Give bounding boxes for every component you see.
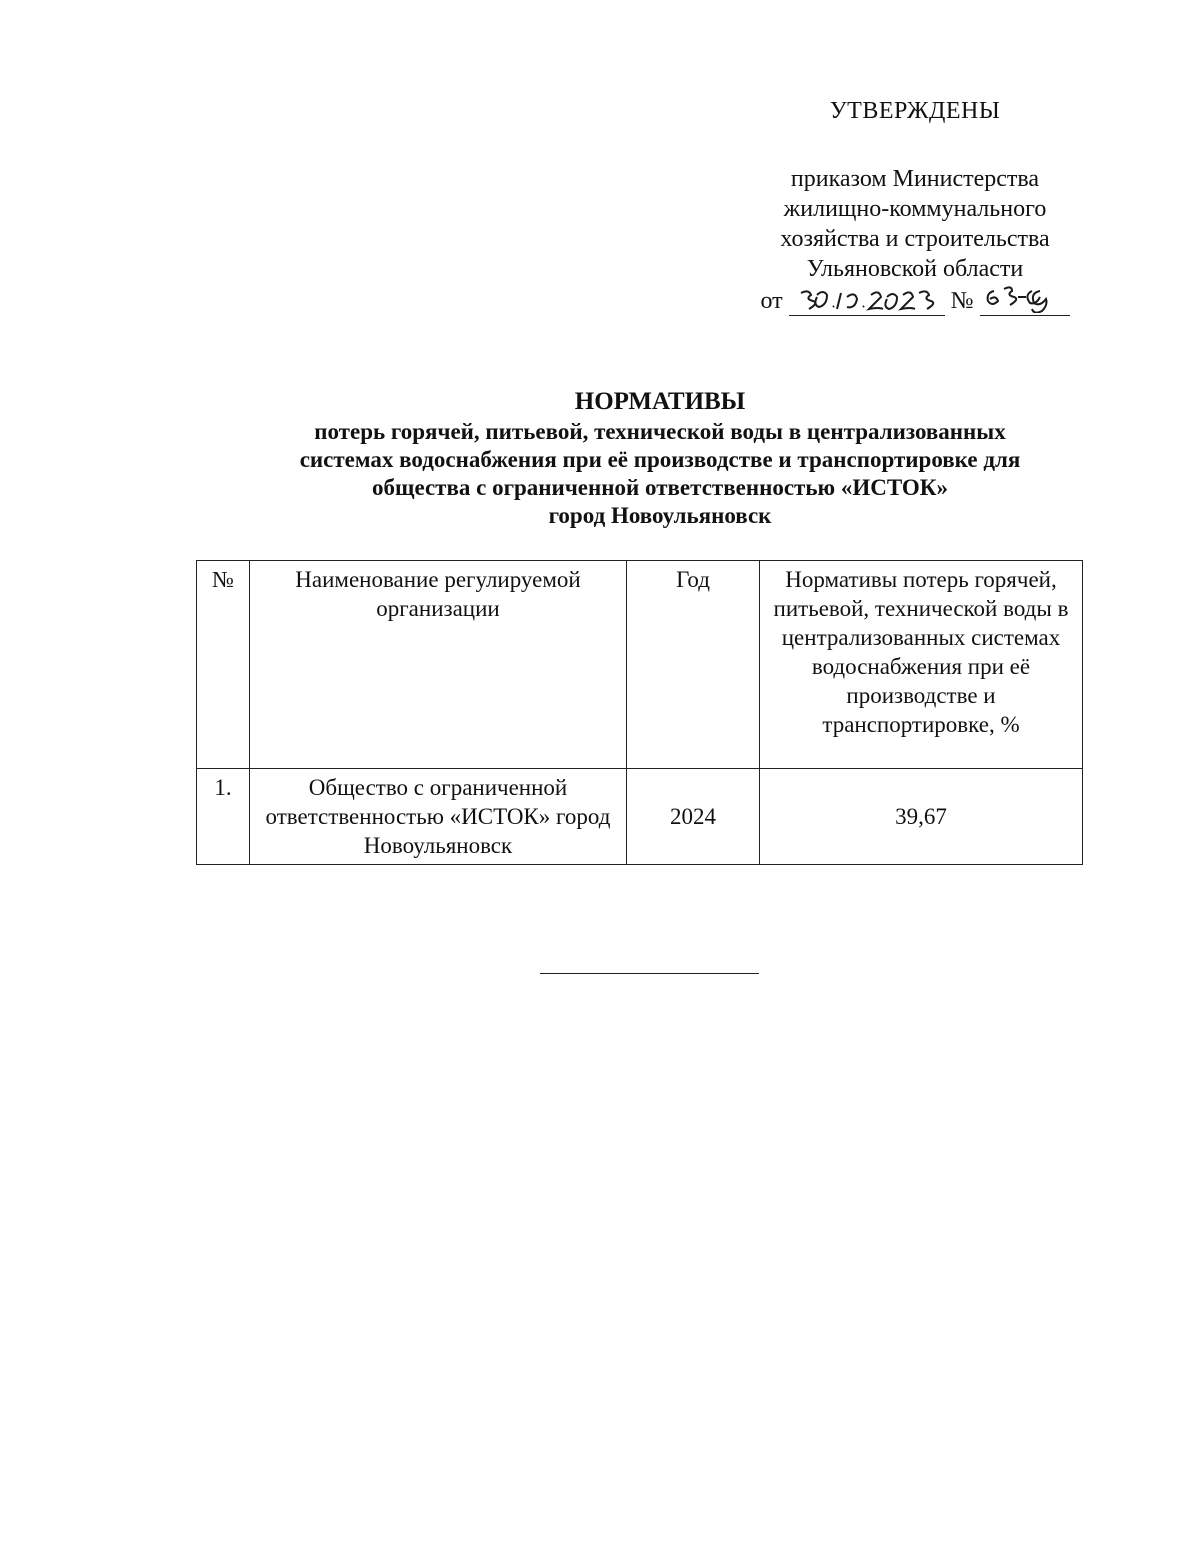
document-title bbox=[180, 388, 1140, 530]
approval-heading: УТВЕРЖДЕНЫ bbox=[829, 98, 1001, 124]
number-label: № bbox=[950, 288, 974, 314]
handwritten-number bbox=[980, 287, 1070, 316]
title-main: НОРМАТИВЫ bbox=[574, 388, 746, 415]
handwritten-date-signature bbox=[789, 285, 939, 313]
table-header-row bbox=[197, 561, 1083, 769]
approval-line: Ульяновской области bbox=[806, 256, 1024, 282]
from-label: от bbox=[760, 288, 783, 314]
approval-line: приказом Министерства bbox=[790, 166, 1040, 192]
norms-table bbox=[196, 560, 1083, 865]
title-line: общества с ограниченной ответственностью «ИСТОК» bbox=[372, 475, 948, 500]
cell-year: 2024 bbox=[627, 769, 760, 865]
end-divider bbox=[540, 973, 759, 974]
title-line: город Новоульяновск bbox=[548, 503, 772, 528]
header-year: Год bbox=[627, 561, 760, 769]
title-line: системах водоснабжения при её производстве и транспортировке для bbox=[299, 447, 1021, 472]
title-line: потерь горячей, питьевой, технической воды в централизованных bbox=[314, 419, 1006, 444]
approval-line: жилищно-коммунального bbox=[783, 196, 1047, 222]
cell-num: 1. bbox=[197, 769, 250, 865]
handwritten-number-signature bbox=[980, 281, 1070, 313]
header-num: № bbox=[197, 561, 250, 769]
header-norm: Нормативы потерь горячей, питьевой, технической воды в централизованных системах водоснабжения при её производстве и транспортировке, % bbox=[760, 561, 1083, 769]
cell-norm: 39,67 bbox=[760, 769, 1083, 865]
header-org: Наименование регулируемой организации bbox=[250, 561, 627, 769]
approval-line: хозяйства и строительства bbox=[780, 226, 1050, 252]
handwritten-date bbox=[789, 287, 945, 316]
order-reference bbox=[740, 286, 1090, 316]
approval-stamp-block bbox=[740, 96, 1090, 316]
table-row bbox=[197, 769, 1083, 865]
cell-org: Общество с ограниченной ответственностью «ИСТОК» город Новоульяновск bbox=[250, 769, 627, 865]
